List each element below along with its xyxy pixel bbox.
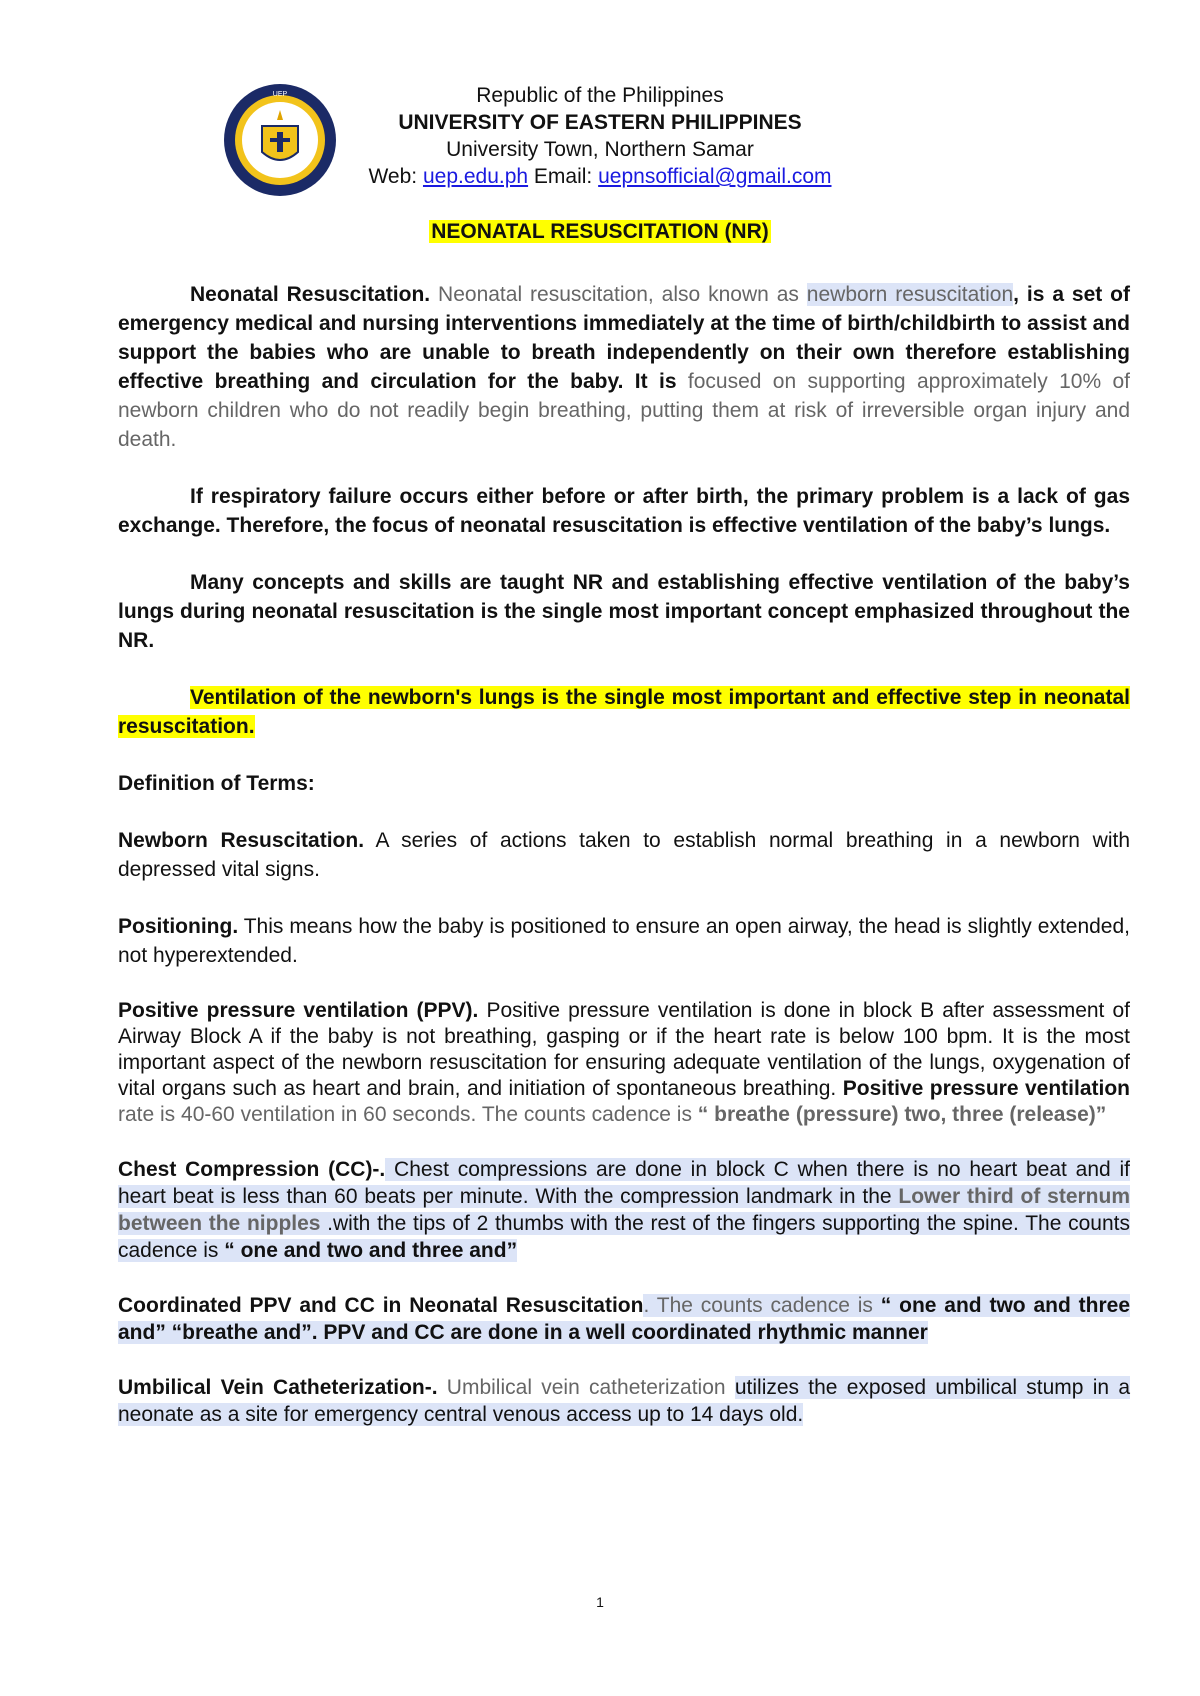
text-coordinated: . The counts cadence is xyxy=(643,1294,881,1317)
intro-text-4: focused on supporting approximately 10% of newborn children who do not readily begin breathing, putting them at risk of irreversible organ injury and death. xyxy=(118,370,1130,451)
definition-cc xyxy=(118,1156,1130,1264)
republic-line: Republic of the Philippines xyxy=(476,84,724,107)
email-label: Email: xyxy=(533,165,593,188)
term-uvc: Umbilical Vein Catheterization-. xyxy=(118,1376,438,1399)
title-wrap xyxy=(0,220,1200,244)
text-ppv-bold: Positive pressure ventilation xyxy=(842,1077,1131,1100)
text-uvc-1: Umbilical vein catheterization xyxy=(437,1376,735,1399)
document-title: NEONATAL RESUSCITATION (NR) xyxy=(431,220,769,243)
definition-coordinated xyxy=(118,1292,1130,1346)
coordinated-cadence: “ one and two and three and” “breathe and”. PPV and CC are done in a well coordinated rhythmic manner xyxy=(118,1294,1130,1344)
highlight-strong: Ventilation of the newborn's lungs xyxy=(190,686,535,709)
intro-text-3: , is a set of emergency medical and nursing interventions immediately at the time of birth/childbirth to assist and support the babies who are unable to breath independently on their own therefore establishing effective breathing and circulation for the baby. It is xyxy=(118,283,1130,393)
text-ppv-2: rate is 40-60 ventilation in 60 seconds. The counts cadence is xyxy=(118,1103,698,1126)
paragraph-concepts: Many concepts and skills are taught NR and establishing effective ventilation of the baby’s lungs during neonatal resuscitation is the single most important concept emphasized throughout the NR. xyxy=(118,571,1130,652)
document-body xyxy=(118,280,1130,1456)
page-number: 1 xyxy=(596,1594,604,1610)
intro-text-1: Neonatal resuscitation, also known as xyxy=(430,283,807,306)
text-cc-1: Chest compressions are done in block C when there is no heart beat and if heart beat is less than 60 beats per minute. With the compression landmark in the xyxy=(118,1158,1130,1208)
text-cc-2: .with the tips of 2 thumbs with the rest of the fingers supporting the spine. The counts cadence is xyxy=(118,1212,1130,1262)
term-coordinated: Coordinated PPV and CC in Neonatal Resuscitation xyxy=(118,1294,644,1317)
ppv-cadence: “ breathe (pressure) two, three (release)” xyxy=(697,1103,1107,1126)
letterhead xyxy=(0,82,1200,190)
definitions-heading: Definition of Terms: xyxy=(118,772,315,795)
definition-positioning xyxy=(118,912,1130,970)
definition-uvc xyxy=(118,1374,1130,1428)
definition-ppv xyxy=(118,998,1130,1128)
definition-newborn xyxy=(118,826,1130,884)
text-uvc-2: utilizes the exposed umbilical stump in a neonate as a site for emergency central venous access up to 14 days old. xyxy=(118,1376,1131,1426)
term-positioning: Positioning. xyxy=(118,915,239,938)
text-positioning: This means how the baby is positioned to ensure an open airway, the head is slightly extended, not hyperextended. xyxy=(118,915,1130,967)
term-newborn: Newborn Resuscitation. xyxy=(118,829,365,852)
text-newborn: A series of actions taken to establish normal breathing in a newborn with depressed vital signs. xyxy=(118,829,1130,881)
contact-line xyxy=(0,163,1200,190)
email-link[interactable]: uepnsofficial@gmail.com xyxy=(598,165,832,188)
term-cc: Chest Compression (CC)-. xyxy=(118,1158,386,1181)
cc-landmark: Lower third of sternum between the nipples xyxy=(118,1185,1130,1235)
university-name: UNIVERSITY OF EASTERN PHILIPPINES xyxy=(398,111,802,134)
intro-paragraph xyxy=(118,280,1130,454)
term-ppv: Positive pressure ventilation (PPV). xyxy=(118,999,479,1022)
text-ppv-1: Positive pressure ventilation is done in block B after assessment of Airway Block A if the baby is not breathing, gasping or if the heart rate is below 100 bpm. It is the most important aspect of the newborn resuscitation for ensuring adequate ventilation of the lungs, oxygenation of vital organs such as heart and brain, and initiation of spontaneous breathing. xyxy=(118,999,1130,1100)
web-label: Web: xyxy=(368,165,418,188)
highlight-rest: is the single most important and effective step in neonatal resuscitation. xyxy=(118,686,1130,738)
paragraph-respiratory: If respiratory failure occurs either before or after birth, the primary problem is a lack of gas exchange. Therefore, the focus of neonatal resuscitation is effective ventilation of the baby’s lungs. xyxy=(118,485,1130,537)
cc-cadence: “ one and two and three and” xyxy=(224,1239,518,1262)
web-link[interactable]: uep.edu.ph xyxy=(422,165,529,188)
intro-highlight: newborn resuscitation xyxy=(806,283,1014,306)
highlight-paragraph xyxy=(118,683,1130,741)
svg-text:UEP: UEP xyxy=(272,91,288,98)
intro-lead: Neonatal Resuscitation. xyxy=(190,283,431,306)
address-line: University Town, Northern Samar xyxy=(446,138,754,161)
